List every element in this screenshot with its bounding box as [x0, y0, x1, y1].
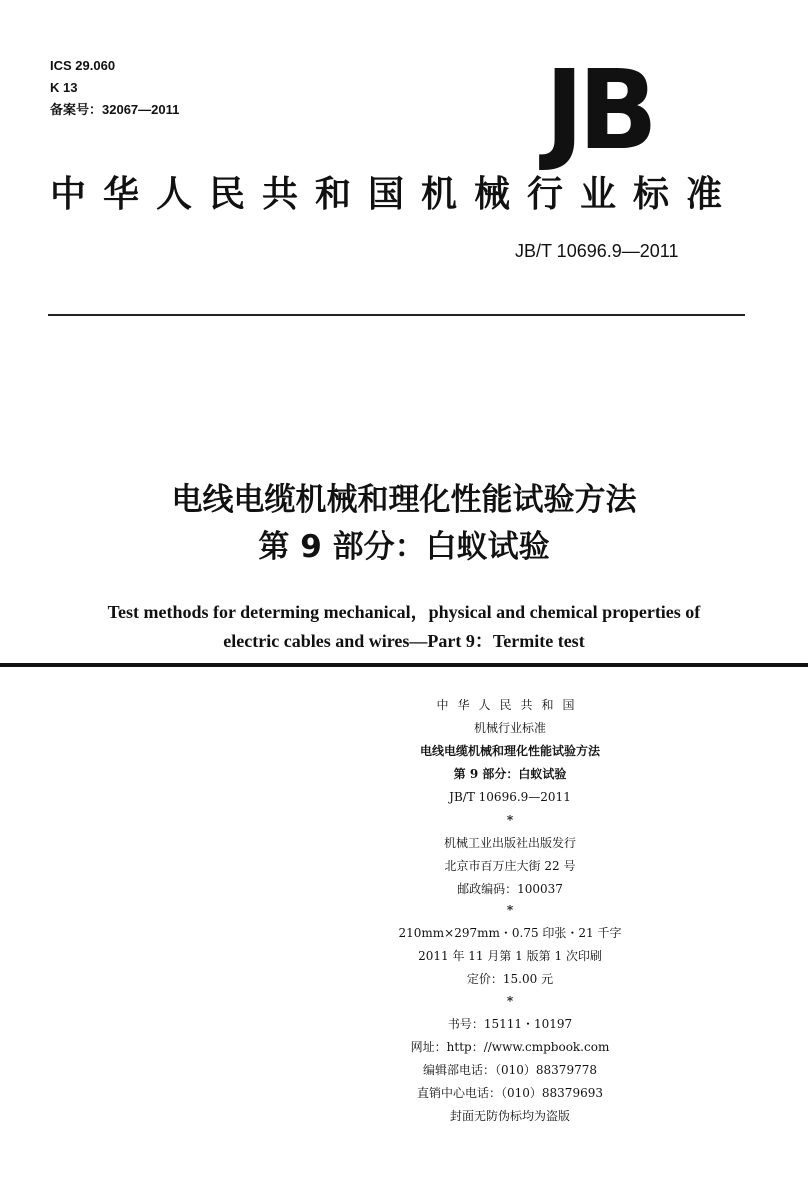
title-cn-line1: 电线电缆机械和理化性能试验方法	[171, 482, 637, 518]
header-divider	[48, 314, 745, 316]
jb-logo: JB	[545, 46, 653, 174]
national-standard-title: 中华人民共和国机械行业标准	[50, 174, 740, 215]
imprint-book-number: 书号：15111・10197	[447, 1017, 573, 1031]
section-divider	[0, 663, 808, 667]
imprint-separator-star: *	[506, 903, 514, 917]
imprint-separator-star: *	[506, 813, 514, 827]
imprint-editorial-phone: 编辑部电话：（010）88379778	[423, 1063, 597, 1077]
title-cn-line2: 第 9 部分：白蚁试验	[258, 529, 550, 565]
imprint-sales-phone: 直销中心电话：（010）88379693	[417, 1086, 603, 1100]
imprint-postcode: 邮政编码：100037	[457, 882, 563, 896]
record-number: 备案号：32067—2011	[50, 102, 180, 117]
imprint-website: 网址：http：//www.cmpbook.com	[410, 1040, 610, 1054]
imprint-publisher: 机械工业出版社出版发行	[443, 836, 576, 850]
imprint-anti-fake-notice: 封面无防伪标均为盗版	[449, 1109, 570, 1123]
imprint-category: 机械行业标准	[473, 721, 546, 735]
imprint-edition: 2011 年 11 月第 1 版第 1 次印刷	[418, 949, 602, 963]
title-en-line1: Test methods for determing mechanical，physical and chemical properties of	[107, 602, 701, 622]
imprint-separator-star: *	[506, 994, 514, 1008]
imprint-format: 210mm×297mm・0.75 印张・21 千字	[398, 926, 622, 940]
standard-number: JB/T 10696.9—2011	[515, 241, 679, 261]
imprint-standard-number: JB/T 10696.9—2011	[449, 790, 571, 804]
title-en-line2: electric cables and wires—Part 9：Termite test	[223, 631, 585, 651]
imprint-country: 中华人民共和国	[436, 698, 584, 712]
ccs-code: K 13	[50, 80, 78, 95]
ics-code: ICS 29.060	[50, 58, 116, 73]
imprint-address: 北京市百万庄大街 22 号	[444, 859, 576, 873]
imprint-title-line2: 第 9 部分：白蚁试验	[453, 767, 567, 781]
imprint-title-line1: 电线电缆机械和理化性能试验方法	[419, 744, 600, 758]
imprint-price: 定价：15.00 元	[466, 972, 554, 986]
